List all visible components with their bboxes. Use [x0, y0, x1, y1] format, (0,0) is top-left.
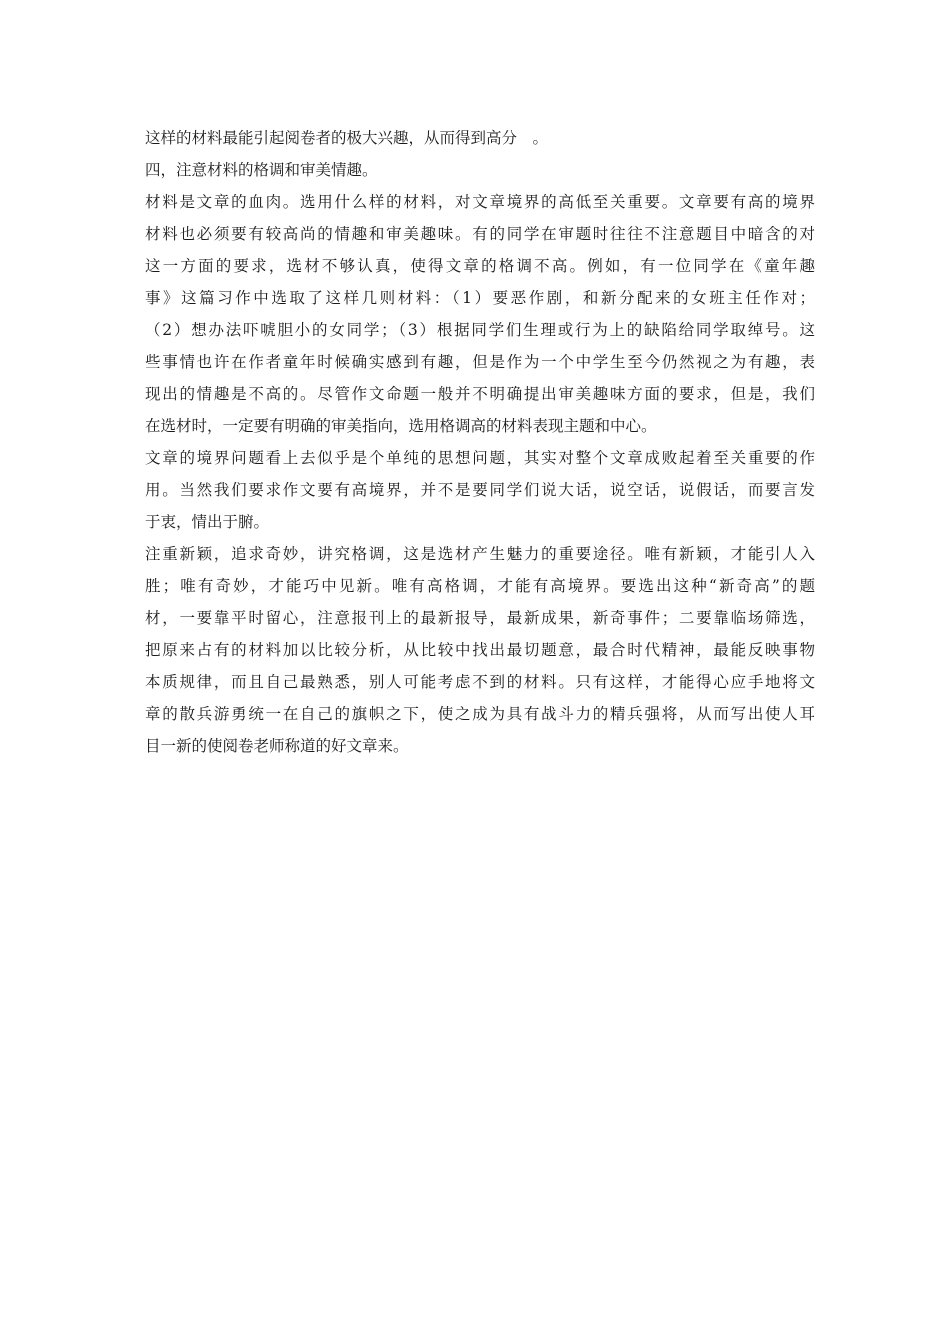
- text-line: 目一新的使阅卷老师称道的好文章来。: [145, 737, 409, 755]
- text-line: 四，注意材料的格调和审美情趣。: [145, 161, 378, 179]
- text-line: 材，一要靠平时留心，注意报刊上的最新报导，最新成果，新奇事件；二要靠临场筛选，: [145, 609, 815, 627]
- text-line: 文章的境界问题看上去似乎是个单纯的思想问题，其实对整个文章成败起着至关重要的作: [145, 449, 815, 467]
- text-line: 在选材时，一定要有明确的审美指向，选用格调高的材料表现主题和中心。: [145, 417, 657, 435]
- text-line: 这一方面的要求，选材不够认真，使得文章的格调不高。例如，有一位同学在《童年趣: [145, 257, 815, 275]
- text-line: 现出的情趣是不高的。尽管作文命题一般并不明确提出审美趣味方面的要求，但是，我们: [145, 385, 815, 403]
- text-line: 这样的材料最能引起阅卷者的极大兴趣，从而得到高分 。: [145, 129, 549, 147]
- text-line: 材料是文章的血肉。选用什么样的材料，对文章境界的高低至关重要。文章要有高的境界: [145, 193, 815, 211]
- document-body: [145, 122, 815, 762]
- text-line: 于衷，情出于腑。: [145, 513, 270, 531]
- text-line: （2）想办法吓唬胆小的女同学；（3）根据同学们生理或行为上的缺陷给同学取绰号。这: [145, 321, 815, 339]
- text-line: 材料也必须要有较高尚的情趣和审美趣味。有的同学在审题时往往不注意题目中暗含的对: [145, 225, 815, 243]
- text-line: 胜；唯有奇妙，才能巧中见新。唯有高格调，才能有高境界。要选出这种“新奇高”的题: [145, 577, 815, 595]
- text-line: 本质规律，而且自己最熟悉，别人可能考虑不到的材料。只有这样，才能得心应手地将文: [145, 673, 815, 691]
- text-line: 些事情也许在作者童年时候确实感到有趣，但是作为一个中学生至今仍然视之为有趣，表: [145, 353, 815, 371]
- text-line: 用。当然我们要求作文要有高境界，并不是要同学们说大话，说空话，说假话，而要言发: [145, 481, 815, 499]
- text-line: 章的散兵游勇统一在自己的旗帜之下，使之成为具有战斗力的精兵强将，从而写出使人耳: [145, 705, 815, 723]
- text-line: 注重新颖，追求奇妙，讲究格调，这是选材产生魅力的重要途径。唯有新颖，才能引人入: [145, 545, 815, 563]
- text-line: 把原来占有的材料加以比较分析，从比较中找出最切题意，最合时代精神，最能反映事物: [145, 641, 815, 659]
- text-line: 事》这篇习作中选取了这样几则材料：（1）要恶作剧，和新分配来的女班主任作对；: [145, 289, 815, 307]
